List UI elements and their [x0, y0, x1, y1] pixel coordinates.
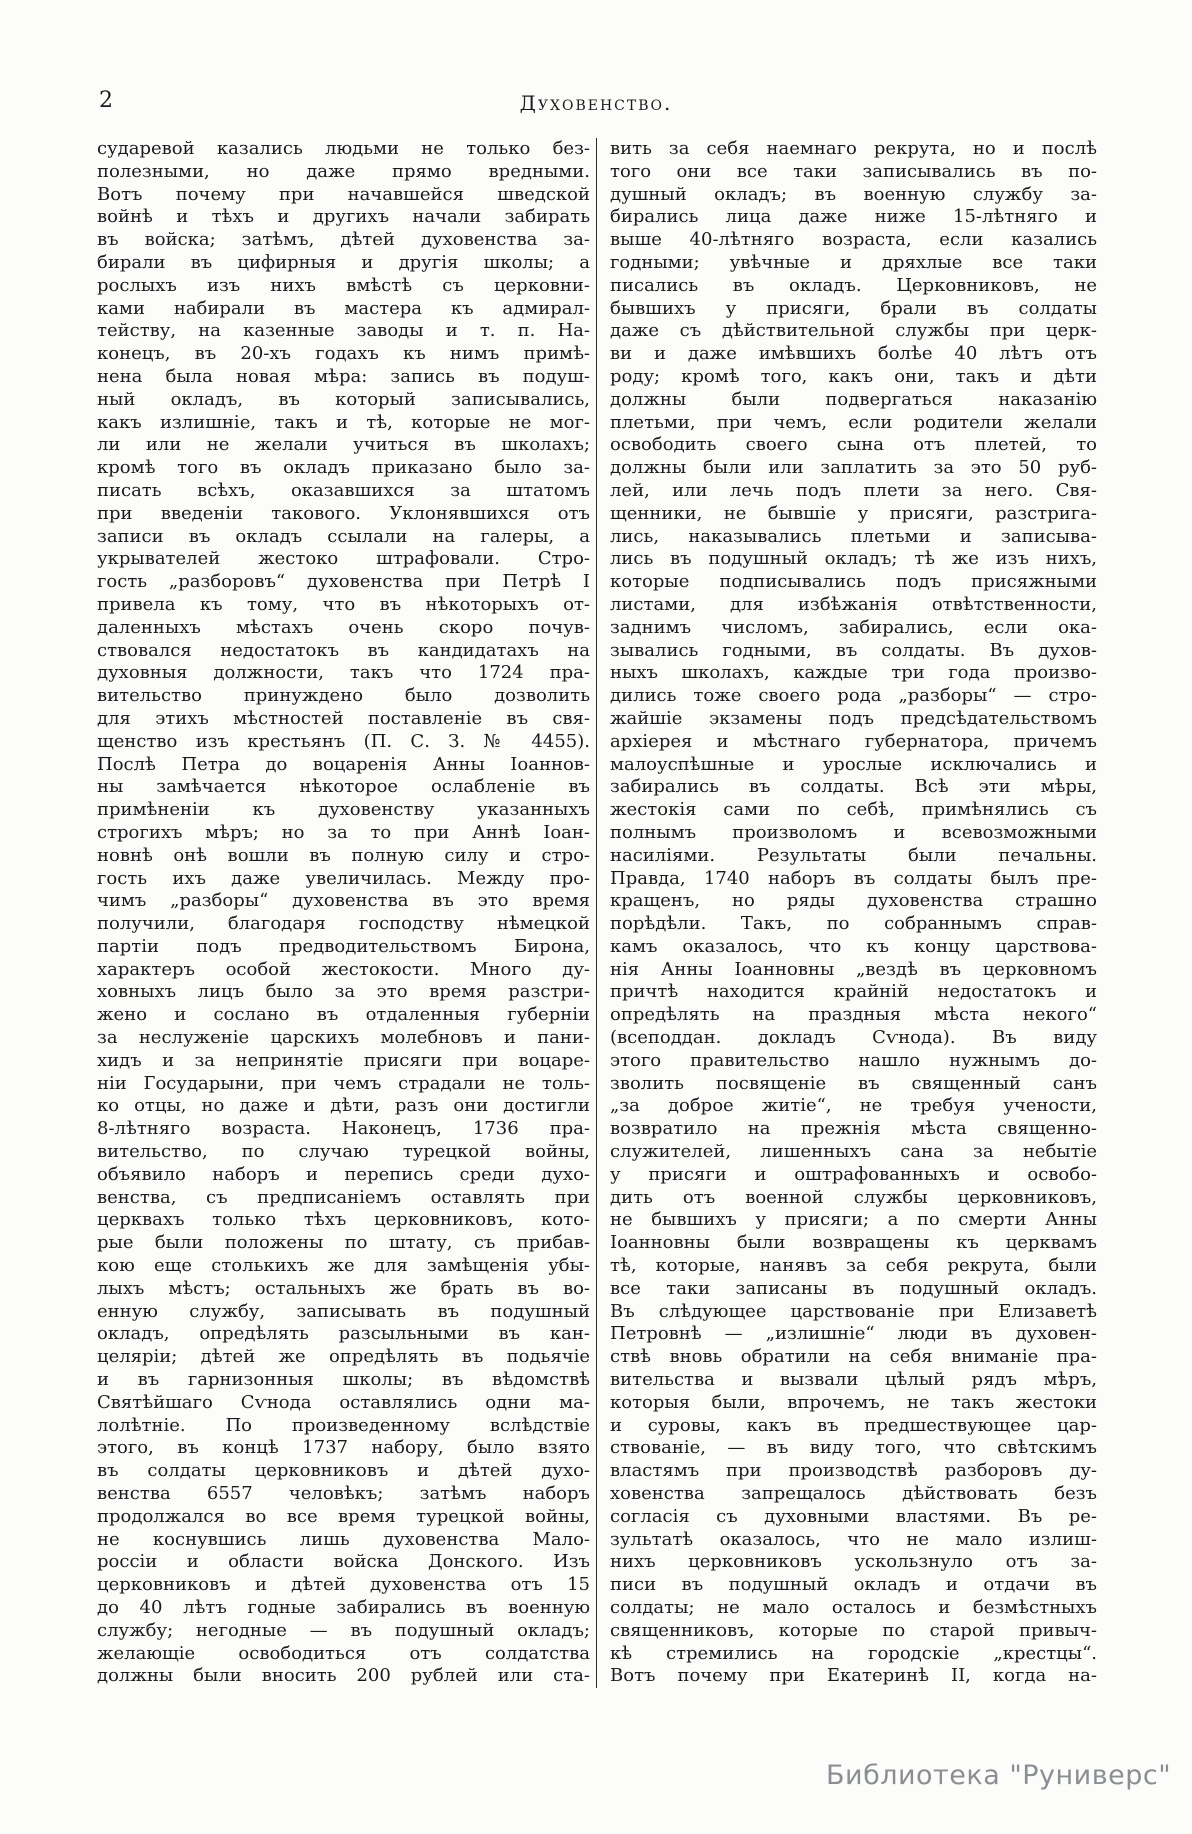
text-line: ховенства запрещалось дѣйствовать безъ: [610, 1483, 1097, 1505]
text-line: заднимъ числомъ, забирались, если ока-: [610, 616, 1097, 638]
text-line: жестокія сами по себѣ, примѣнялись съ: [610, 799, 1097, 821]
text-line: ны замѣчается нѣкоторое ослабленіе въ: [97, 776, 590, 798]
text-line: которые подписывались подъ присяжными: [610, 571, 1097, 593]
text-line: должны были или заплатить за это 50 руб-: [610, 457, 1097, 479]
text-line: Іоанновны были возвращены къ церквамъ: [610, 1232, 1097, 1254]
text-line: даже съ дѣйствительной службы при церк-: [610, 320, 1097, 342]
text-line: нія Анны Іоанновны „вездѣ въ церковномъ: [610, 958, 1097, 980]
text-line: тѣ, которые, нанявъ за себя рекрута, были: [610, 1255, 1097, 1277]
text-line: малоуспѣшные и урослые исключались и: [610, 753, 1097, 775]
right-column: [610, 138, 1097, 1688]
text-line: чимъ „разборы“ духовенства въ это время: [97, 890, 590, 912]
text-line: Петровнѣ — „излишніе“ люди въ духовен-: [610, 1323, 1097, 1345]
text-line: рые были положены по штату, съ прибав-: [97, 1232, 590, 1254]
text-line: не бывшихъ у присяги; а по смерти Анны: [610, 1209, 1097, 1231]
text-line: гость „разборовъ“ духовенства при Петрѣ I: [97, 571, 590, 593]
text-line: какъ излишніе, такъ и тѣ, которые не мог-: [97, 411, 590, 433]
text-line: окладъ, опредѣлять разсыльными въ кан-: [97, 1323, 590, 1345]
text-line: ками набирали въ мастера къ адмирал-: [97, 297, 590, 319]
text-line: Святѣйшаго Сѵнода оставлялись одни ма-: [97, 1391, 590, 1413]
text-line: ствѣ вновь обратили на себя вниманіе пра-: [610, 1346, 1097, 1368]
text-line: священниковъ, которые по старой привыч-: [610, 1619, 1097, 1641]
text-line: листами, для избѣжанія отвѣтственности,: [610, 593, 1097, 615]
text-line: записи въ окладъ ссылали на галеры, а: [97, 525, 590, 547]
text-line: Вотъ почему при Екатеринѣ II, когда на-: [610, 1665, 1097, 1687]
text-line: писались въ окладъ. Церковниковъ, не: [610, 274, 1097, 296]
text-line: щенство изъ крестьянъ (П. С. З. № 4455).: [97, 730, 590, 752]
text-line: порѣдѣли. Такъ, по собраннымъ справ-: [610, 913, 1097, 935]
text-line: писать всѣхъ, оказавшихся за штатомъ: [97, 479, 590, 501]
text-line: для этихъ мѣстностей поставленіе въ свя-: [97, 707, 590, 729]
text-line: венства, съ предписаніемъ оставлять при: [97, 1186, 590, 1208]
text-line: должны были подвергаться наказанію: [610, 388, 1097, 410]
text-line: вительство принуждено было дозволить: [97, 685, 590, 707]
text-line: строгихъ мѣръ; но за то при Аннѣ Іоан-: [97, 821, 590, 843]
column-divider-rule: [596, 138, 597, 1688]
text-line: въ солдаты церковниковъ и дѣтей духо-: [97, 1460, 590, 1482]
text-line: нена была новая мѣра: запись въ подуш-: [97, 365, 590, 387]
text-line: Въ слѣдующее царствованіе при Елизаветѣ: [610, 1300, 1097, 1322]
text-line: этого правительство нашло нужнымъ до-: [610, 1049, 1097, 1071]
text-line: жено и сослано въ отдаленныя губерніи: [97, 1004, 590, 1026]
text-line: душный окладъ; въ военную службу за-: [610, 183, 1097, 205]
text-line: лыхъ мѣстъ; остальныхъ же брать въ во-: [97, 1277, 590, 1299]
text-line: кою еще столькихъ же для замѣщенія убы-: [97, 1255, 590, 1277]
text-line: забирались въ солдаты. Всѣ эти мѣры,: [610, 776, 1097, 798]
text-line: бывшихъ у присяги, брали въ солдаты: [610, 297, 1097, 319]
text-line: даленныхъ мѣстахъ очень скоро почув-: [97, 616, 590, 638]
text-line: и въ гарнизонныя школы; въ вѣдомствѣ: [97, 1369, 590, 1391]
text-line: вить за себя наемнаго рекрута, но и послѣ: [610, 138, 1097, 159]
text-line: церквахъ только тѣхъ церковниковъ, кото-: [97, 1209, 590, 1231]
text-columns: [97, 138, 1097, 1688]
text-line: желающіе освободиться отъ солдатства: [97, 1642, 590, 1664]
text-line: зывались годными, въ солдаты. Въ духов-: [610, 639, 1097, 661]
text-line: солдаты; не мало осталось и безмѣстныхъ: [610, 1597, 1097, 1618]
text-line: полезными, но даже прямо вредными.: [97, 160, 590, 182]
text-line: рослыхъ изъ нихъ вмѣстѣ съ церковни-: [97, 274, 590, 296]
text-line: бирали въ цифирныя и другія школы; а: [97, 251, 590, 273]
text-line: архіерея и мѣстнаго губернатора, причемъ: [610, 730, 1097, 752]
text-line: которыя были, впрочемъ, не такъ жестоки: [610, 1391, 1097, 1413]
page-title: Духовенство.: [519, 91, 673, 115]
text-line: Правда, 1740 наборъ въ солдаты былъ пре-: [610, 867, 1097, 889]
text-line: возвратило на прежнія мѣста священно-: [610, 1118, 1097, 1140]
text-line: укрывателей жестоко штрафовали. Стро-: [97, 548, 590, 570]
text-line: войнѣ и тѣхъ и другихъ начали забирать: [97, 206, 590, 228]
text-line: ныхъ школахъ, каждые три года произво-: [610, 662, 1097, 684]
text-line: и суровы, какъ въ предшествующее цар-: [610, 1414, 1097, 1436]
text-line: до 40 лѣтъ годные забирались въ военную: [97, 1597, 590, 1618]
text-line: конецъ, въ 20-хъ годахъ къ нимъ примѣ-: [97, 343, 590, 365]
text-line: при введеніи такового. Уклонявшихся отъ: [97, 502, 590, 524]
text-line: „за доброе житіе“, не требуя учености,: [610, 1095, 1097, 1117]
text-line: служителей, лишенныхъ сана за небытіе: [610, 1141, 1097, 1163]
text-line: зволить посвященіе въ священный санъ: [610, 1072, 1097, 1094]
text-line: (всеподдан. докладъ Сѵнода). Въ виду: [610, 1027, 1097, 1049]
text-line: Вотъ почему при начавшейся шведской: [97, 183, 590, 205]
text-line: россіи и области войска Донского. Изъ: [97, 1551, 590, 1573]
text-line: привела къ тому, что въ нѣкоторыхъ от-: [97, 593, 590, 615]
text-line: того они все таки записывались въ по-: [610, 160, 1097, 182]
text-line: ствовался недостатокъ въ кандидатахъ на: [97, 639, 590, 661]
text-line: ко отцы, но даже и дѣти, разъ они достигли: [97, 1095, 590, 1117]
text-line: ніи Государыни, при чемъ страдали не толь-: [97, 1072, 590, 1094]
text-line: опредѣлять на праздныя мѣста некого“: [610, 1004, 1097, 1026]
text-line: плетьми, при чемъ, если родители желали: [610, 411, 1097, 433]
text-line: ховныхъ лицъ было за это время разстри-: [97, 981, 590, 1003]
text-line: дились тоже своего рода „разборы“ — стро-: [610, 685, 1097, 707]
text-line: писи въ подушный окладъ и отдачи въ: [610, 1574, 1097, 1596]
text-line: церковниковъ и дѣтей духовенства отъ 15: [97, 1574, 590, 1596]
text-line: въ войска; затѣмъ, дѣтей духовенства за-: [97, 229, 590, 251]
text-line: жайшіе экзамены подъ предсѣдательствомъ: [610, 707, 1097, 729]
text-line: лись, наказывались плетьми и записыва-: [610, 525, 1097, 547]
text-line: кращенъ, но ряды духовенства страшно: [610, 890, 1097, 912]
text-line: енную службу, записывать въ подушный: [97, 1300, 590, 1322]
text-line: партіи подъ предводительствомъ Бирона,: [97, 935, 590, 957]
text-line: духовныя должности, такъ что 1724 пра-: [97, 662, 590, 684]
text-line: целяріи; дѣтей же опредѣлять въ подьячіе: [97, 1346, 590, 1368]
text-line: этого, въ концѣ 1737 набору, было взято: [97, 1437, 590, 1459]
text-line: объявило наборъ и перепись среди духо-: [97, 1163, 590, 1185]
text-line: тейству, на казенные заводы и т. п. На-: [97, 320, 590, 342]
text-line: зультатѣ оказалось, что не мало излиш-: [610, 1528, 1097, 1550]
text-line: ли или не желали учиться въ школахъ;: [97, 434, 590, 456]
text-line: кѣ стремились на городскіе „крестцы“.: [610, 1642, 1097, 1664]
text-line: дить отъ военной службы церковниковъ,: [610, 1186, 1097, 1208]
text-line: щенники, не бывшіе у присяги, разстрига-: [610, 502, 1097, 524]
text-line: ствованіе, — въ виду того, что свѣтскимъ: [610, 1437, 1097, 1459]
text-line: примѣненіи къ духовенству указанныхъ: [97, 799, 590, 821]
text-line: годными; увѣчные и дряхлые все таки: [610, 251, 1097, 273]
text-line: кромѣ того въ окладъ приказано было за-: [97, 457, 590, 479]
text-line: гость ихъ даже увеличилась. Между про-: [97, 867, 590, 889]
text-line: характеръ особой жестокости. Много ду-: [97, 958, 590, 980]
text-line: должны были вносить 200 рублей или ста-: [97, 1665, 590, 1687]
text-line: ви и даже имѣвшихъ болѣе 40 лѣтъ отъ: [610, 343, 1097, 365]
text-line: получили, благодаря господству нѣмецкой: [97, 913, 590, 935]
text-line: вительства и вызвали цѣлый рядъ мѣръ,: [610, 1369, 1097, 1391]
text-line: вительство, по случаю турецкой войны,: [97, 1141, 590, 1163]
text-line: новнѣ онѣ вошли въ полную силу и стро-: [97, 844, 590, 866]
text-line: бирались лица даже ниже 15-лѣтняго и: [610, 206, 1097, 228]
text-line: освободить своего сына отъ плетей, то: [610, 434, 1097, 456]
text-line: 8-лѣтняго возраста. Наконецъ, 1736 пра-: [97, 1118, 590, 1140]
library-watermark: Библиотека "Руниверс": [826, 1760, 1172, 1791]
left-column: [97, 138, 590, 1688]
text-line: нихъ церковниковъ ускользнуло отъ за-: [610, 1551, 1097, 1573]
text-line: причтѣ находится крайній недостатокъ и: [610, 981, 1097, 1003]
text-line: за неслуженіе царскихъ молебновъ и пани-: [97, 1027, 590, 1049]
text-line: согласія съ духовными властями. Въ ре-: [610, 1505, 1097, 1527]
text-line: службу; негодные — въ подушный окладъ;: [97, 1619, 590, 1641]
text-line: сударевой казались людьми не только без-: [97, 138, 590, 159]
text-line: полнымъ произволомъ и всевозможными: [610, 821, 1097, 843]
text-line: Послѣ Петра до воцаренія Анны Іоаннов-: [97, 753, 590, 775]
text-line: насиліями. Результаты были печальны.: [610, 844, 1097, 866]
text-line: роду; кромѣ того, какъ они, такъ и дѣти: [610, 365, 1097, 387]
text-line: продолжался во все время турецкой войны,: [97, 1505, 590, 1527]
text-line: у присяги и оштрафованныхъ и освобо-: [610, 1163, 1097, 1185]
text-line: венства 6557 человѣкъ; затѣмъ наборъ: [97, 1483, 590, 1505]
text-line: ный окладъ, въ который записывались,: [97, 388, 590, 410]
text-line: хидъ и за непринятіе присяги при воцаре-: [97, 1049, 590, 1071]
text-line: все таки записаны въ подушный окладъ.: [610, 1277, 1097, 1299]
text-line: камъ оказалось, что къ концу царствова-: [610, 935, 1097, 957]
text-line: лолѣтніе. По произведенному вслѣдствіе: [97, 1414, 590, 1436]
page-number: 2: [99, 88, 113, 113]
text-line: лись въ подушный окладъ; тѣ же изъ нихъ,: [610, 548, 1097, 570]
text-line: выше 40-лѣтняго возраста, если казались: [610, 229, 1097, 251]
text-line: не коснувшись лишь духовенства Мало-: [97, 1528, 590, 1550]
text-line: лей, или лечь подъ плети за него. Свя-: [610, 479, 1097, 501]
text-line: властямъ при производствѣ разборовъ ду-: [610, 1460, 1097, 1482]
